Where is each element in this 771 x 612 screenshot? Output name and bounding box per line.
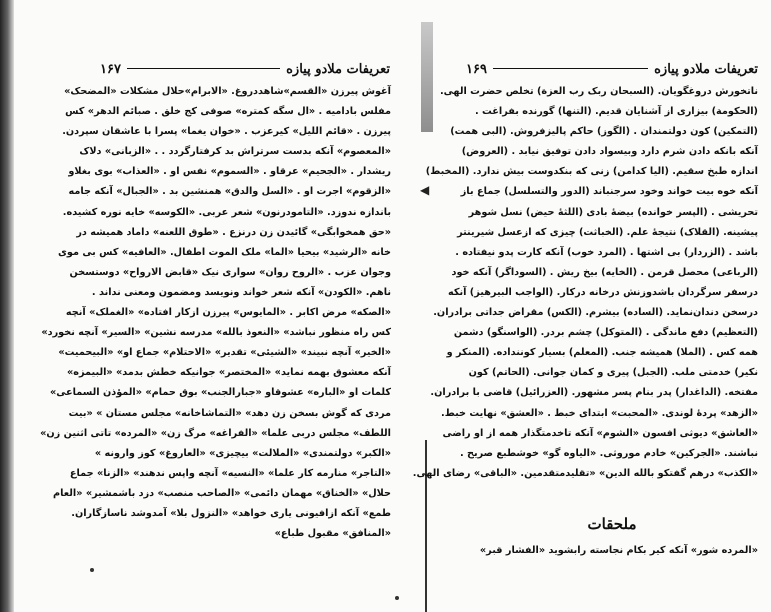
text-line: ریشدار . «الجحیم» عرقاو . «السموم» نفس او . «العذاب» بوی بغلاو bbox=[68, 166, 391, 178]
right-page-number: ۱۶۹ bbox=[466, 62, 487, 77]
text-line: باندازه ندوزد. «التامودرنون» شعر عربی. «الکوسه» خایه نوره کشیده. bbox=[62, 206, 391, 218]
text-line: (الرباعی) محصل قرمن . (الخایه) بیخ ریش . (السوداگر) آنکه خود bbox=[451, 266, 758, 278]
text-line: کس راه منظور نباشد» «النعوذ بالله» مدرسه نشین» «السیر» آنچه نخورد» bbox=[41, 327, 391, 339]
text-line: خانه «الرشید» بیحیا «الما» ملک الموت اطفال. «العافیه» کس بی موی bbox=[58, 246, 391, 258]
text-line: آنکه معشوق بهمه نماید» «المختصر» جوانیکه خطش بدمد» «البیمزه» bbox=[67, 367, 391, 379]
text-line: ناهم. «الکودن» آنکه شعر خواند ونویسد ومضمون ومعنی نداند . bbox=[91, 286, 391, 298]
left-page-header bbox=[100, 62, 390, 77]
text-line: «التاجر» منارمه کار علما» «النسیه» آنچه واپس ندهند» «الزنا» جماع bbox=[69, 467, 391, 479]
text-line: «الکبر» دولتمندی» «الملالت» بیچیزی» «العاروغ» کوز وارونه » bbox=[94, 447, 391, 459]
text-line: مردی که گوش بسخن زن دهد» «التماشاخانه» مجلس مستان » «بیت bbox=[68, 407, 391, 419]
right-page-body bbox=[412, 82, 758, 484]
text-line: (التعظیم) دفع ماندگی . (المتوکل) چشم بردر. (الواسنگو) دشمن bbox=[453, 327, 758, 339]
speck-dot bbox=[395, 596, 399, 600]
text-line: مفتخه. (الداغدار) پدر بنام پسر مشهور. (العزرائیل) قاضی با برادران. bbox=[430, 387, 758, 399]
text-line: «الزقوم» اجرت او . «السل والدق» همنشین بد . «الجبال» آنکه جامه bbox=[68, 186, 391, 198]
text-line: پیرزن . «قائم الليل» کیرعزب . «خوان یغما» پسرا با عاشقان سپردن. bbox=[62, 126, 391, 138]
text-line: نباشند. «الجرکین» خادم موروثی. «الیاوه گو» خوشطبع صریح . bbox=[459, 447, 758, 459]
text-line: آنکه بانکه دادن شرم دارد وبیسواد دادن توفیق نیابد . (العروض) bbox=[461, 146, 758, 158]
speck-dot bbox=[90, 568, 94, 572]
left-page-number: ۱۶۷ bbox=[100, 62, 121, 77]
text-line: اندازه طبخ سقیم. (الیا کدامن) زنی که بنکدوست بیش ندارد. (المخبط) bbox=[425, 166, 758, 178]
left-page-body bbox=[40, 82, 391, 544]
text-line: «الکذب» درهم گفتکو بالله الدین» «تقلیدمتقدمین. «الباقی» رضای الهی. bbox=[412, 467, 758, 479]
text-line: وجوان عزب . «الروح روان» سواری نیک «قابض الارواح» دوستسخن bbox=[69, 266, 391, 278]
text-line: طمع» آنکه ازافیونی یاری خواهد» «النزول بلا» آمدوشد ناسازگاران. bbox=[71, 507, 391, 519]
text-line: ناتخورش دروغگویان. (السبحان ربک رب العزة) تخلص حضرت الهی. bbox=[439, 86, 758, 97]
text-line: آغوش پیرزن «القسم»شاهددروغ. «الابرام»حلال مشکلات «المضحک» bbox=[64, 86, 391, 97]
spine-mark: ◀ bbox=[420, 183, 430, 197]
right-header-rule bbox=[493, 68, 648, 69]
text-line: «المعصوم» آنکه بدست سرتراش بد کرفتارگردد . . «الزبانی» دلاک bbox=[79, 146, 391, 158]
appendix-title: ملحقات bbox=[587, 515, 637, 533]
text-line: تحریشی . (الپسر خوانده) بیضهٔ بادی (اللثهٔ حیض) نسل شوهر bbox=[468, 206, 758, 218]
left-header-title: تعریفات ملادو پیازه bbox=[286, 62, 390, 77]
text-line: (الحکومة) بیزاری از آشنایان قدیم. (التنها) گورنده بفراغت . bbox=[475, 106, 758, 118]
text-line: «المنافق» مقبول طباع» bbox=[274, 528, 391, 540]
text-line: مفلس بادامیه . «ال سگه کمتره» صوفی کج خلق . صبائم الدهر» کس bbox=[65, 106, 391, 118]
text-line: آنکه خوه بیت خواند وخود سرجنباند (الدور والتسلسل) جماع باز bbox=[460, 186, 758, 198]
text-line: باشد . (الزردار) بی اشتها . (المرد خوب) آنکه کارت پدو نیفتاده . bbox=[455, 246, 758, 258]
text-line: «حق همخوابگی» گائیدن زن درنزع . «طوق اللعنه» داماد همیشه در bbox=[76, 226, 391, 238]
text-line: «الخیر» آنچه نبیند» «الشیئی» تقدیر» «الاحتلام» جماع او» «البیحمیت» bbox=[58, 347, 391, 359]
right-page-header bbox=[466, 62, 758, 77]
binding-shadow bbox=[0, 0, 14, 612]
text-line: «الصکه» مرض اکابر . «المایوس» پیرزن ازکار افتاده» «الغملک» آنچه bbox=[65, 307, 391, 319]
text-line: «العاشق» دیوثی افسون «الشوم» آنکه تاخدمتگذار همه از او راضی bbox=[442, 427, 758, 439]
text-line: نکیر) خدمتی ملب. (الجبل) پیری و کمان جوانی. (الحاتم) کون bbox=[468, 367, 758, 379]
text-line: حلال» «الخناق» مهمان دائمی» «الصاحب منصب» دزد باشمشیر» «العام bbox=[53, 487, 391, 499]
right-header-title: تعریفات ملادو پیازه bbox=[654, 62, 758, 77]
text-line: درسفر سرگردان باشدوزنش درخانه درکار. (الواجب البیرهیز) آنکه bbox=[447, 286, 758, 298]
text-line: (التمکین) کون دولتمندان . (الگوز) حاکم پالیزفروش. (البی همت) bbox=[450, 126, 758, 138]
text-line: همه کس . (الملا) همیشه جنب. (المعلم) بسیار کوننداده. (المنکر و bbox=[446, 347, 758, 359]
text-line: درسخن دندان‌نماید. (الساده) بیشرم. (الکس) مقراض جداتی برادران. bbox=[433, 307, 758, 319]
appendix-line: «المرده شور» آنکه کیر بکام نجاسته رابشوید «الفشار قبر» bbox=[479, 545, 758, 556]
left-header-rule bbox=[127, 68, 280, 69]
text-line: اللطف» مجلس دربی علما» «الفراغه» مرگ زن» «المرده» تاتی اثنین زن» bbox=[40, 427, 391, 439]
text-line: «الزهد» پردهٔ لوندی. «المحبت» ابتدای خبط . «العشق» نهایت خبط. bbox=[441, 407, 758, 419]
text-line: پیشینه. (القلاک) نتیجهٔ علم. (الخباثت) چیزی که ازعسل شیرینتر bbox=[457, 226, 758, 238]
text-line: کلمات او «الباره» عشوقاو «جبارالجنب» بوق حمام» «المؤذن السماعی» bbox=[49, 387, 391, 399]
spine-strip bbox=[421, 22, 433, 132]
